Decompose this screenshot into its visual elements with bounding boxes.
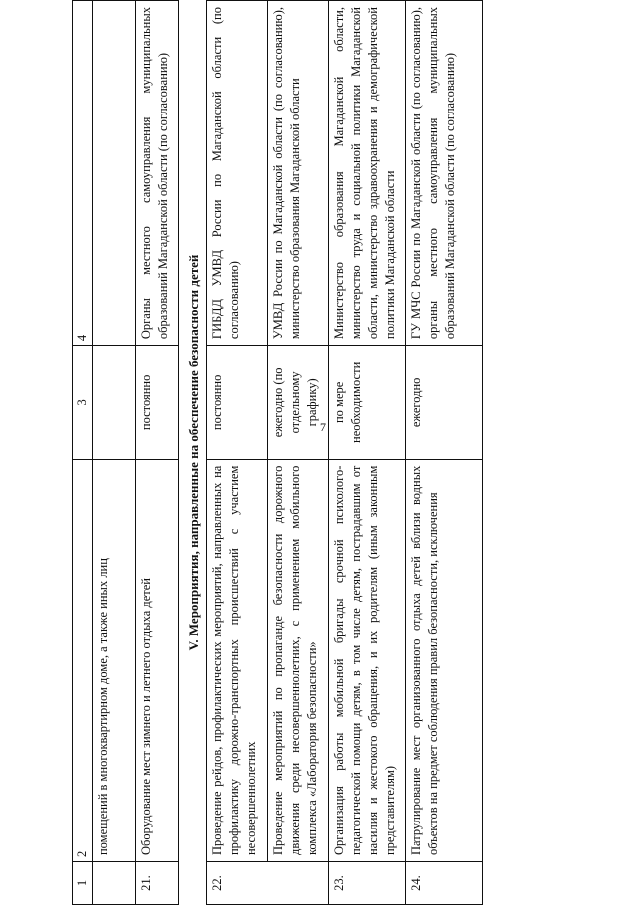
term-text: постоянно: [207, 346, 268, 460]
row-number: 22.: [207, 862, 329, 905]
continuation-text: помещений в многоквартирном доме, а также иных лиц: [92, 459, 135, 861]
table-row: [92, 1, 135, 905]
header-col-3: 3: [73, 346, 93, 460]
header-col-1: 1: [73, 862, 93, 905]
section-row: [178, 1, 207, 905]
executor-text: Органы местного самоуправления муниципальных образований Магаданской области (по согласованию): [135, 1, 178, 346]
executor-text: ГУ МЧС России по Магаданской области (по согласованию), органы местного самоуправления муниципальных образований Магаданской области (по согласованию): [406, 1, 483, 346]
table-header-row: [73, 1, 93, 905]
table-row: [329, 1, 406, 905]
executor-text: Министерство образования Магаданской области, министерство труда и социальной политики Магаданской области, министерство здравоохранения и демографической политики Магаданской области: [329, 1, 406, 346]
header-col-2: 2: [73, 459, 93, 861]
measure-text: Организация работы мобильной бригады срочной психолого-педагогической помощи детям, в том числе детям, пострадавшим от насилия и жестокого обращения, и их родителям (иным законным представителям): [329, 459, 406, 861]
section-title: V. Мероприятия, направленные на обеспечение безопасности детей: [185, 254, 201, 651]
header-col-4: 4: [73, 1, 93, 346]
row-number: 21.: [135, 862, 178, 905]
table-row: [406, 1, 483, 905]
term-text: ежегодно (по отдельному графику): [268, 346, 329, 460]
executor-text: УМВД России по Магаданской области (по согласованию), министерство образования Магаданской области: [268, 1, 329, 346]
row-number: 23.: [329, 862, 406, 905]
term-text: ежегодно: [406, 346, 483, 460]
measure-text: Патрулирование мест организованного отдыха детей вблизи водных объектов на предмет соблюдения правил безопасности, исключения: [406, 459, 483, 861]
table-row: [207, 1, 268, 905]
table-row: [268, 1, 329, 905]
measure-text: Проведение мероприятий по пропаганде безопасности дорожного движения среди несовершеннолетних, с применением мобильного комплекса «Лаборатория безопасности»: [268, 459, 329, 861]
table-row: [135, 1, 178, 905]
measure-text: Оборудование мест зимнего и летнего отдыха детей: [135, 459, 178, 861]
page-number: 7: [320, 420, 326, 434]
row-number: 24.: [406, 862, 483, 905]
term-text: постоянно: [135, 346, 178, 460]
measure-text: Проведение рейдов, профилактических мероприятий, направленных на профилактику дорожно-транспортных происшествий с участием несовершеннолетних: [207, 459, 268, 861]
term-text: по мере необходимости: [329, 346, 406, 460]
measures-table: [72, 0, 483, 905]
executor-text: ГИБДД УМВД России по Магаданской области (по согласованию): [207, 1, 268, 346]
